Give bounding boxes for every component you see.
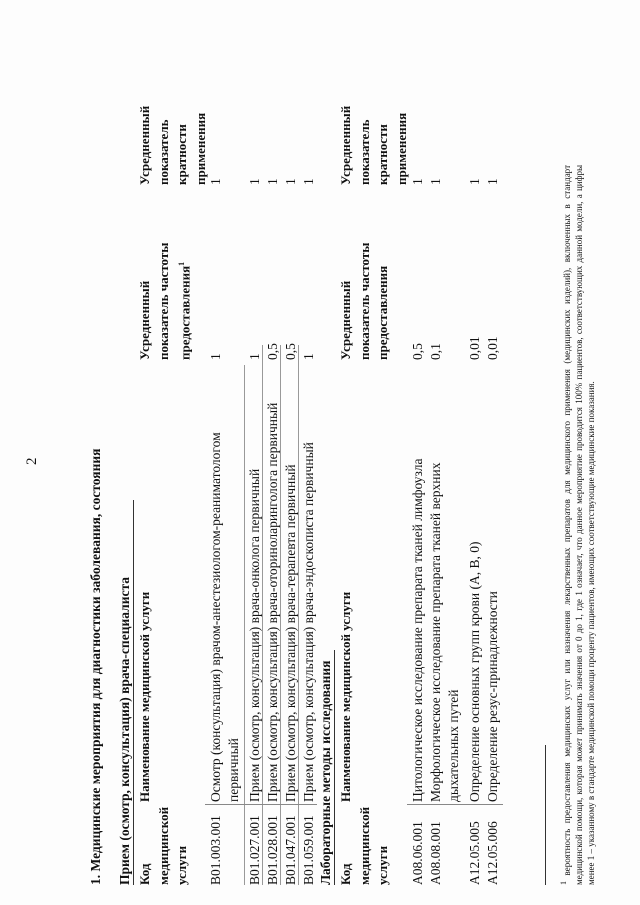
consult-row-freq: 1 [301, 353, 316, 360]
consult-header-freq [136, 235, 195, 360]
consult-row-code: B01.047.001 [283, 815, 298, 885]
consult-row-code: B01.059.001 [301, 815, 316, 885]
labs-row-name: Определение основных групп крови (A, B, 0) [467, 541, 482, 802]
labs-row-mult: 1 [410, 178, 425, 185]
consult-row-freq: 1 [208, 353, 223, 360]
consult-header-freq-footnote: 1 [177, 261, 186, 266]
consult-row-mult: 1 [247, 178, 262, 185]
labs-row-freq: 0,01 [485, 336, 500, 360]
consult-row-code: B01.028.001 [265, 815, 280, 885]
consult-row-name-cont: первичный [226, 738, 241, 802]
labs-row-code: A12.05.005 [467, 821, 482, 885]
labs-subtitle-underline [334, 650, 335, 885]
footnote-separator [545, 745, 546, 885]
footnote [558, 165, 597, 885]
labs-row-freq: 0,1 [428, 343, 443, 360]
labs-header-freq: Усредненный показатель частоты предоставления [338, 242, 390, 360]
labs-row-code: A08.06.001 [410, 821, 425, 885]
consult-row-divider [244, 365, 245, 885]
labs-row-mult: 1 [467, 178, 482, 185]
consult-row-name: Осмотр (консультация) врачом-анестезиологом-реаниматологом [208, 432, 223, 802]
section-title: 1. Медицинские мероприятия для диагностики заболевания, состояния [88, 448, 103, 885]
page-number: 2 [24, 457, 40, 465]
labs-header-mult: Усредненный показатель кратности применения [338, 105, 409, 185]
consult-row-name: Прием (осмотр, консультация) врача-терапевта первичный [283, 464, 298, 802]
consult-row-mult: 1 [208, 178, 223, 185]
consult-row-freq: 1 [247, 353, 262, 360]
consult-row-name: Прием (осмотр, консультация) врача-эндоскописта первичный [301, 442, 316, 802]
labs-row-name: Определение резус-принадлежности [485, 591, 500, 802]
footnote-mark: 1 [559, 881, 568, 885]
consult-row-mult: 1 [265, 178, 280, 185]
consult-column-divider [205, 804, 317, 805]
labs-row-name-cont: дыхательных путей [446, 689, 461, 802]
labs-header-name: Наименование медицинской услуги [338, 591, 353, 802]
labs-row-code: A12.05.006 [485, 821, 500, 885]
labs-row-name: Морфологическое исследование препарата тканей верхних [428, 462, 443, 802]
labs-subtitle: Лабораторные методы исследования [318, 660, 333, 885]
consult-header-name: Наименование медицинской услуги [137, 591, 152, 802]
labs-row-mult: 1 [428, 178, 443, 185]
labs-row-freq: 0,01 [467, 336, 482, 360]
consult-row-code: B01.003.001 [208, 815, 223, 885]
labs-row-code: A08.08.001 [428, 821, 443, 885]
consult-row-name: Прием (осмотр, консультация) врача-оториноларинголога первичный [265, 402, 280, 802]
consult-row-mult: 1 [301, 178, 316, 185]
labs-header-code: Код медицинской услуги [338, 806, 390, 885]
labs-column-divider [407, 804, 503, 805]
consult-row-mult: 1 [283, 178, 298, 185]
footnote-text: вероятность предоставления медицинских услуг или назначения лекарственных препаратов для медицинского применения (медицинских изделий), включенных в стандарт медицинской помощи, которая может принимать значения от 0 до 1, где 1 означает, что данное мероприятие проводится 100% пациентов, соответствующих данной модели, а цифры менее 1 – указанному в стандарте медицинской помощи проценту пациентов, имеющих соответствующие медицинские показания. [562, 164, 596, 885]
consult-row-name: Прием (осмотр, консультация) врача-онколога первичный [247, 468, 262, 802]
consult-subtitle: Прием (осмотр, консультация) врача-специалиста [117, 576, 132, 885]
labs-row-name: Цитологическое исследование препарата тканей лимфоузла [410, 458, 425, 802]
consult-subtitle-underline [133, 500, 134, 885]
consult-row-code: B01.027.001 [247, 815, 262, 885]
consult-header-freq-text: Усредненный показатель частоты предоставления [137, 242, 193, 360]
labs-row-mult: 1 [485, 178, 500, 185]
labs-row-freq: 0,5 [410, 343, 425, 360]
consult-row-freq: 0,5 [283, 343, 298, 360]
consult-header-mult: Усредненный показатель кратности применения [137, 105, 208, 185]
consult-row-freq: 0,5 [265, 343, 280, 360]
consult-header-code: Код медицинской услуги [137, 806, 189, 885]
